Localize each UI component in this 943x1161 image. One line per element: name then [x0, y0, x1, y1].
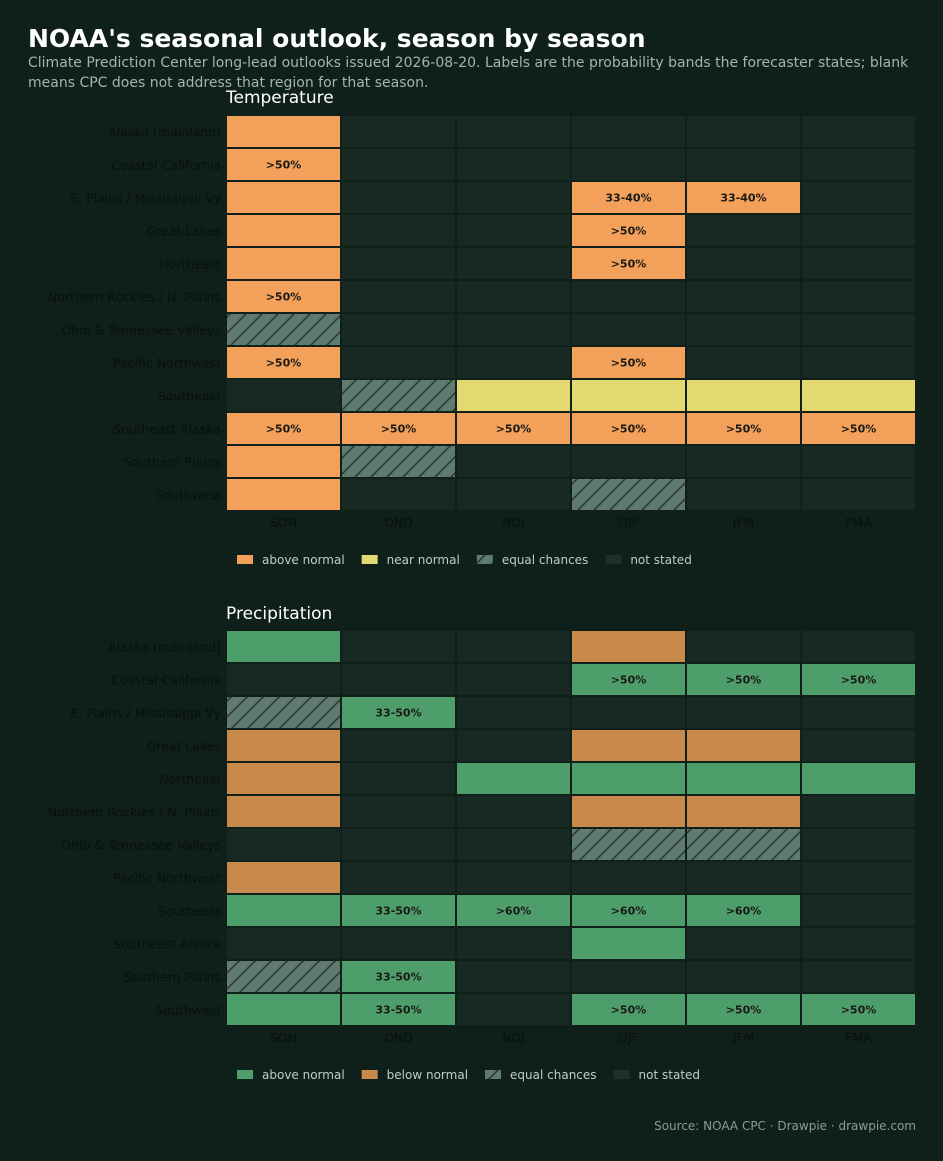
page-subtitle: Climate Prediction Center long-lead outlooks issued 2026-08-20. Labels are the probability bands the forecaster states; blank means CPC does not address that region for that season. — [28, 55, 909, 91]
cell-value-label: >50% — [610, 224, 647, 238]
heatmap-cell-pacific-northwest-jfm — [687, 862, 800, 893]
heatmap-cell-e-plains-mississippi-vy-jfm — [687, 697, 800, 728]
heatmap-cell-coastal-california-ond — [342, 664, 455, 695]
x-tick-label: FMA — [845, 1030, 872, 1045]
cell-value-label: >50% — [265, 290, 302, 304]
heatmap-cell-coastal-california-ndj — [457, 664, 570, 695]
cell-value-label: 33-50% — [375, 970, 422, 984]
x-tick-label: JFM — [732, 515, 755, 530]
row-label: Southern Plains — [123, 969, 221, 985]
cell-value-label: >50% — [840, 673, 877, 687]
legend-item-not-stated — [614, 1068, 700, 1082]
cell-value-label: 33-50% — [375, 706, 422, 720]
row-label: Coastal California — [111, 672, 221, 688]
cell-value-label: >50% — [495, 422, 532, 436]
legend-item-above-normal — [237, 1068, 345, 1082]
x-tick-label: DJF — [618, 515, 639, 530]
heatmap-cell-northern-rockies-n-plains-fma — [802, 796, 915, 827]
heatmap-cell-great-lakes-jfm — [687, 730, 800, 761]
heatmap-cell-southeast-alaska-son — [227, 928, 340, 959]
cell-value-label: >50% — [265, 422, 302, 436]
legend-label: not stated — [630, 553, 692, 567]
heatmap-cell-northern-rockies-n-plains-djf — [572, 796, 685, 827]
cell-value-label: >50% — [725, 673, 762, 687]
row-label: Southeast Alaska — [113, 936, 221, 952]
row-label: E. Plains / Mississippi Vy — [70, 190, 221, 206]
heatmap-cell-southern-plains-djf — [572, 961, 685, 992]
heatmap-cell-southern-plains-son — [227, 961, 340, 992]
cell-value-label: >60% — [725, 904, 762, 918]
heatmap-cell-great-lakes-son — [227, 730, 340, 761]
legend-label: above normal — [262, 553, 345, 567]
heatmap-cell-southern-plains-jfm — [687, 961, 800, 992]
row-label: Southwest — [155, 1002, 221, 1018]
heatmap-cell-pacific-northwest-son — [227, 862, 340, 893]
heatmap-cell-great-lakes-ond — [342, 730, 455, 761]
x-tick-label: JFM — [732, 1030, 755, 1045]
heatmap-cell-coastal-california-son — [227, 664, 340, 695]
heatmap-cell-northern-rockies-n-plains-son — [227, 796, 340, 827]
heatmap-cell-northern-rockies-n-plains-ndj — [457, 796, 570, 827]
row-label: E. Plains / Mississippi Vy — [70, 705, 221, 721]
cell-value-label: 33-50% — [375, 904, 422, 918]
row-label: Alaska (mainland) — [108, 639, 221, 655]
heatmap-cell-southeast-alaska-jfm — [687, 928, 800, 959]
heatmap-cell-e-plains-mississippi-vy-son — [227, 697, 340, 728]
heatmap-cell-northeast-fma — [802, 763, 915, 794]
legend-label: near normal — [386, 553, 460, 567]
heatmap-cell-pacific-northwest-ndj — [457, 862, 570, 893]
heatmap-cell-southwest-ndj — [457, 994, 570, 1025]
row-label: Northeast — [159, 771, 221, 787]
legend-swatch — [485, 1070, 501, 1079]
legend-swatch — [237, 1070, 253, 1079]
row-label: Southwest — [155, 487, 221, 503]
row-label: Pacific Northwest — [113, 870, 221, 886]
row-label: Southeast — [157, 903, 221, 919]
heatmap-cell-northeast-ond — [342, 763, 455, 794]
heatmap-cell-southern-plains-ndj — [457, 961, 570, 992]
page-title: NOAA's seasonal outlook, season by season — [28, 24, 646, 53]
cell-value-label: 33-40% — [720, 191, 767, 205]
x-tick-label: NDJ — [502, 1030, 525, 1045]
heatmap-cell-ohio-tennessee-valleys-jfm — [687, 829, 800, 860]
row-label: Coastal California — [111, 157, 221, 173]
x-tick-label: DJF — [618, 1030, 639, 1045]
heatmap-cell-northeast-ndj — [457, 763, 570, 794]
cell-value-label: >50% — [840, 422, 877, 436]
heatmap-cell-northern-rockies-n-plains-ond — [342, 796, 455, 827]
heatmap-cell-ohio-tennessee-valleys-ond — [342, 829, 455, 860]
cell-value-label: 33-40% — [605, 191, 652, 205]
panel-title: Temperature — [226, 88, 334, 108]
heatmap-cell-southeast-alaska-ndj — [457, 928, 570, 959]
legend-label: equal chances — [510, 1068, 597, 1082]
heatmap-cell-southeast-alaska-fma — [802, 928, 915, 959]
cell-value-label: >60% — [610, 904, 647, 918]
heatmap-cell-great-lakes-ndj — [457, 730, 570, 761]
cell-value-label: >50% — [610, 673, 647, 687]
row-label: Ohio & Tennessee Valleys — [61, 322, 221, 338]
row-label: Ohio & Tennessee Valleys — [61, 837, 221, 853]
heatmap-cell-alaska-mainland-ond — [342, 631, 455, 662]
panel-title: Precipitation — [226, 604, 333, 624]
heatmap-cell-ohio-tennessee-valleys-ndj — [457, 829, 570, 860]
row-label: Great Lakes — [146, 738, 221, 754]
heatmap-cell-alaska-mainland-djf — [572, 631, 685, 662]
heatmap-cell-ohio-tennessee-valleys-djf — [572, 829, 685, 860]
row-label: Northern Rockies / N. Plains — [47, 289, 221, 305]
heatmap-cell-ohio-tennessee-valleys-fma — [802, 829, 915, 860]
heatmap-cell-southeast-fma — [802, 895, 915, 926]
x-tick-label: OND — [384, 1030, 413, 1045]
heatmap-cell-ohio-tennessee-valleys-son — [227, 829, 340, 860]
cell-value-label: 33-50% — [375, 1003, 422, 1017]
heatmap-cell-great-lakes-djf — [572, 730, 685, 761]
heatmap-cell-southwest-son — [227, 994, 340, 1025]
heatmap-cell-great-lakes-fma — [802, 730, 915, 761]
heatmap-cell-pacific-northwest-djf — [572, 862, 685, 893]
cell-value-label: >50% — [610, 1003, 647, 1017]
heatmap-cell-alaska-mainland-fma — [802, 631, 915, 662]
heatmap-cell-northeast-djf — [572, 763, 685, 794]
legend-swatch — [362, 1070, 378, 1079]
x-tick-label: SON — [269, 515, 298, 530]
cell-value-label: >50% — [610, 356, 647, 370]
legend-item-below-normal — [362, 1068, 468, 1082]
heatmap-cell-alaska-mainland-ndj — [457, 631, 570, 662]
x-tick-label: OND — [384, 515, 413, 530]
row-label: Southern Plains — [123, 454, 221, 470]
x-tick-label: NDJ — [502, 515, 525, 530]
heatmap-cell-northeast-jfm — [687, 763, 800, 794]
x-tick-label: SON — [269, 1030, 298, 1045]
row-label: Southeast — [157, 388, 221, 404]
heatmap-cell-e-plains-mississippi-vy-ndj — [457, 697, 570, 728]
legend-label: not stated — [638, 1068, 701, 1082]
x-tick-label: FMA — [845, 515, 872, 530]
heatmap-cell-southern-plains-fma — [802, 961, 915, 992]
cell-value-label: >50% — [265, 158, 302, 172]
cell-value-label: >50% — [840, 1003, 877, 1017]
cell-value-label: >50% — [610, 257, 647, 271]
heatmap-cell-northeast-son — [227, 763, 340, 794]
heatmap-cell-southeast-son — [227, 895, 340, 926]
cell-value-label: >50% — [265, 356, 302, 370]
heatmap-cell-southeast-alaska-ond — [342, 928, 455, 959]
heatmap-cell-pacific-northwest-ond — [342, 862, 455, 893]
legend-item-equal-chances — [485, 1068, 597, 1082]
row-label: Southeast Alaska — [113, 421, 221, 437]
row-label: Alaska (mainland) — [108, 124, 221, 140]
source-credit: Source: NOAA CPC · Drawpie · drawpie.com — [654, 1119, 916, 1133]
row-label: Pacific Northwest — [113, 355, 221, 371]
heatmap-cell-e-plains-mississippi-vy-fma — [802, 697, 915, 728]
legend-label: above normal — [262, 1068, 345, 1082]
row-label: Great Lakes — [146, 223, 221, 239]
heatmap-cell-alaska-mainland-son — [227, 631, 340, 662]
cell-value-label: >50% — [380, 422, 417, 436]
heatmap-cell-e-plains-mississippi-vy-djf — [572, 697, 685, 728]
heatmap-cell-pacific-northwest-fma — [802, 862, 915, 893]
heatmap-cell-southeast-alaska-djf — [572, 928, 685, 959]
row-label: Northern Rockies / N. Plains — [47, 804, 221, 820]
legend-swatch — [614, 1070, 630, 1079]
cell-value-label: >50% — [610, 422, 647, 436]
row-label: Northeast — [159, 256, 221, 272]
legend-label: equal chances — [501, 553, 589, 567]
cell-value-label: >50% — [725, 422, 762, 436]
legend-label: below normal — [386, 1068, 469, 1082]
cell-value-label: >50% — [725, 1003, 762, 1017]
heatmap-cell-alaska-mainland-jfm — [687, 631, 800, 662]
heatmap-cell-northern-rockies-n-plains-jfm — [687, 796, 800, 827]
cell-value-label: >60% — [495, 904, 532, 918]
